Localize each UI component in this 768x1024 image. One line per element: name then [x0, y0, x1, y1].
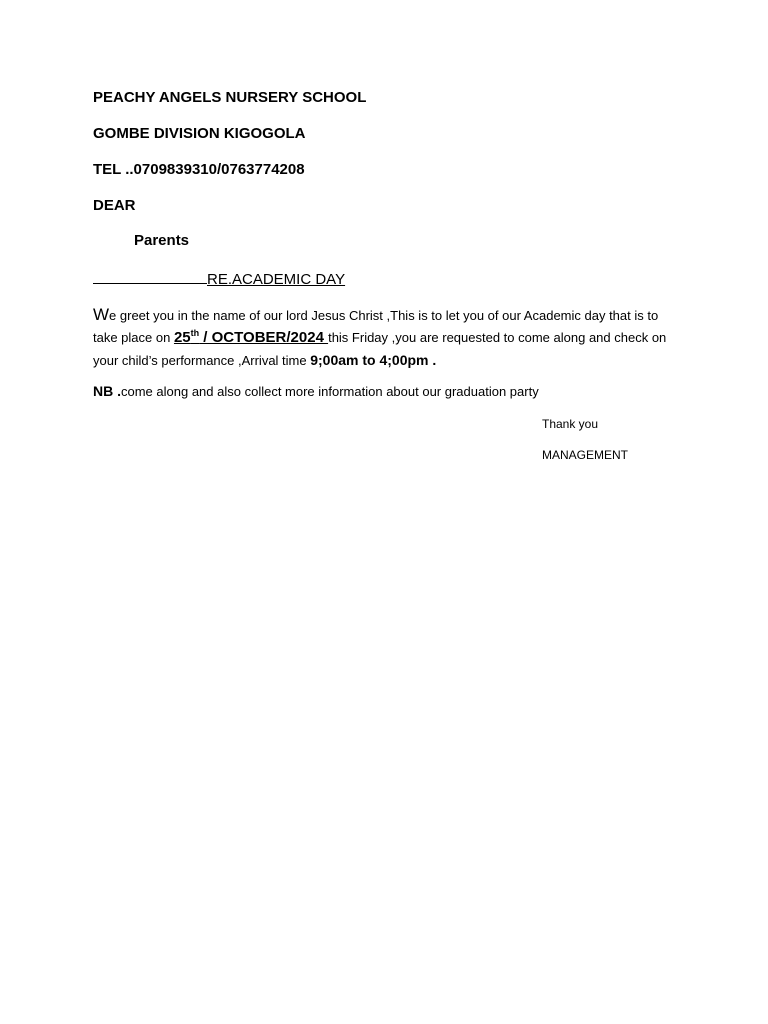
salutation: DEAR	[93, 197, 136, 214]
body-part-2: this Friday ,you are requested to come along and check on your child’s performance ,Arrival time	[93, 330, 667, 368]
note-text: come along and also collect more information about our graduation party	[121, 384, 539, 399]
school-name: PEACHY ANGELS NURSERY SCHOOL	[93, 89, 367, 106]
subject-underline-pad	[93, 269, 207, 284]
school-division: GOMBE DIVISION KIGOGOLA	[93, 125, 306, 142]
arrival-time: 9;00am to 4;00pm .	[310, 352, 437, 368]
note-line	[93, 383, 539, 399]
event-date-rest: / OCTOBER/2024	[199, 329, 329, 346]
body-initial: W	[93, 305, 110, 324]
school-telephone: TEL ..0709839310/0763774208	[93, 161, 305, 178]
event-date-day: 25	[173, 329, 191, 346]
subject-line	[93, 269, 345, 288]
event-date-suffix: th	[190, 328, 200, 338]
closing: Thank you	[542, 417, 599, 431]
event-date	[174, 329, 328, 346]
subject-text: RE.ACADEMIC DAY	[207, 271, 346, 288]
body-paragraph	[93, 304, 668, 372]
body-part-1: e greet you in the name of our lord Jesus Christ ,This is to let you of our Academic day that is to take place on	[93, 308, 659, 345]
note-label: NB .	[93, 383, 121, 399]
signature: MANAGEMENT	[542, 448, 629, 462]
recipient: Parents	[134, 232, 190, 249]
